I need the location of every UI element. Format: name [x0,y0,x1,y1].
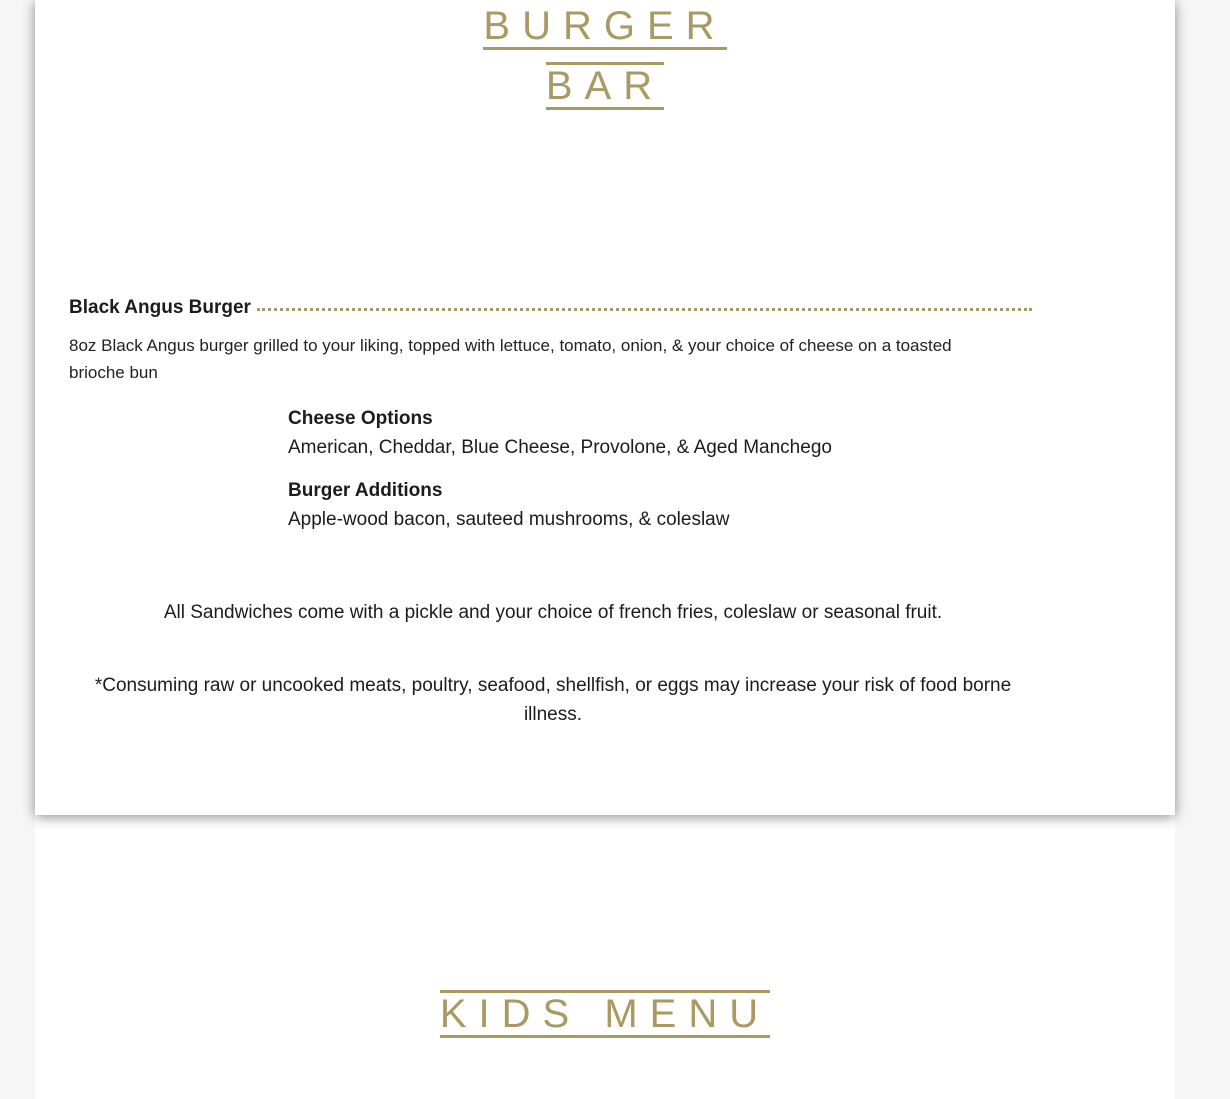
section-title-kids-menu [0,984,1210,1044]
burger-additions [288,476,988,534]
menu-item-name: Black Angus Burger [69,297,251,318]
cheese-options [288,404,988,462]
menu-item-description: 8oz Black Angus burger grilled to your liking, topped with lettuce, tomato, onion, & your choice of cheese on a toasted brioche bun [69,336,952,382]
title-bar-text: BAR [545,64,665,108]
section-title-bar [0,56,1210,116]
raw-food-warning: *Consuming raw or uncooked meats, poultry, seafood, shellfish, or eggs may increase your risk of food borne illness. [94,675,1012,725]
dotted-leader [257,308,1032,311]
option-text: American, Cheddar, Blue Cheese, Provolone, & Aged Manchego [288,437,832,458]
title-kids-text: KIDS MENU [439,992,771,1036]
section-title-burger [0,0,1210,56]
menu-item-row [69,296,1032,320]
option-text: Apple-wood bacon, sauteed mushrooms, & coleslaw [288,509,730,530]
option-title: Cheese Options [288,408,433,429]
title-burger-text: BURGER [483,4,727,48]
sides-note: All Sandwiches come with a pickle and your choice of french fries, coleslaw or seasonal fruit. [163,602,943,623]
option-title: Burger Additions [288,480,443,501]
